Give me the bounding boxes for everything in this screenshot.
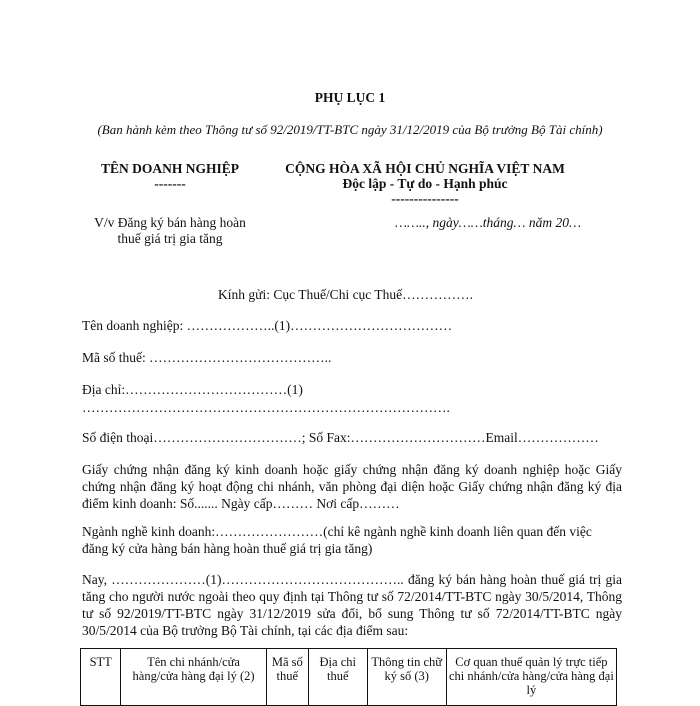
- business-line-1: Ngành nghề kinh doanh:……………………(chỉ kê ngành nghề kinh doanh liên quan đến việc: [82, 524, 592, 539]
- business-line-2: đăng ký cửa hàng bán hàng hoàn thuế giá trị gia tăng): [82, 541, 373, 556]
- motto: Độc lập - Tự do - Hạnh phúc: [342, 176, 508, 191]
- header-cell-branch-name: Tên chi nhánh/cửa hàng/cửa hàng đại lý (2): [121, 649, 266, 706]
- company-rule: -------: [154, 176, 186, 191]
- subject-line-1: V/v Đăng ký bán hàng hoàn: [94, 215, 246, 230]
- company-name-line: Tên doanh nghiệp: ………………..(1)………………………………: [82, 318, 453, 333]
- registration-paragraph: Nay, …………………(1)………………………………….. đăng ký bán hàng hoàn thuế giá trị gia tăng cho người nước ngoài theo quy định tại Thông tư số 72/2014/TT-BTC ngày 30/5/2014, Thông tư số 92/2019/TT-BTC ngày 31/12/2019 sửa đổi, bổ sung Thông tư số 72/2014/TT-BTC ngày 30/5/2014 của Bộ trưởng Bộ Tài chính, tại các địa điểm sau:: [82, 572, 622, 638]
- subject-line-2: thuế giá trị gia tăng: [117, 231, 223, 246]
- header-cell-stt: STT: [81, 649, 121, 706]
- tax-code-line: Mã số thuế: …………………………………..: [82, 350, 332, 365]
- nation-title: CỘNG HÒA XÃ HỘI CHỦ NGHĨA VIỆT NAM: [285, 161, 565, 176]
- certificate-paragraph: Giấy chứng nhận đăng ký kinh doanh hoặc giấy chứng nhận đăng ký doanh nghiệp hoặc Giấy chứng nhận đăng ký hoạt động chi nhánh, văn phòng đại diện hoặc Giấy chứng nhận đăng ký địa điểm kinh doanh: Số....... Ngày cấp……… Nơi cấp………: [82, 462, 622, 511]
- date-line: …….., ngày……tháng… năm 20…: [395, 215, 582, 230]
- address-line-2: ……………………………………………………………………….: [82, 400, 450, 415]
- recipient-line: Kính gửi: Cục Thuế/Chi cục Thuế…………….: [218, 287, 474, 302]
- issued-note: (Ban hành kèm theo Thông tư số 92/2019/TT-BTC ngày 31/12/2019 của Bộ trưởng Bộ Tài chính): [97, 122, 603, 137]
- company-label: TÊN DOANH NGHIỆP: [100, 161, 239, 176]
- motto-rule: ---------------: [391, 191, 459, 206]
- address-line-1: Địa chỉ:………………………………(1): [82, 382, 303, 397]
- header-cell-digital-signature: Thông tin chữ ký số (3): [367, 649, 446, 706]
- contact-line: Số điện thoại……………………………; Số Fax:…………………………Email………………: [82, 430, 599, 445]
- header-cell-tax-code: Mã số thuế: [266, 649, 308, 706]
- table-header-row: [81, 649, 617, 706]
- store-table: [80, 648, 617, 706]
- appendix-title: PHỤ LỤC 1: [314, 90, 386, 105]
- header-cell-tax-authority: Cơ quan thuế quản lý trực tiếp chi nhánh/cửa hàng/cửa hàng đại lý: [446, 649, 616, 706]
- header-cell-address: Địa chỉ thuế: [308, 649, 367, 706]
